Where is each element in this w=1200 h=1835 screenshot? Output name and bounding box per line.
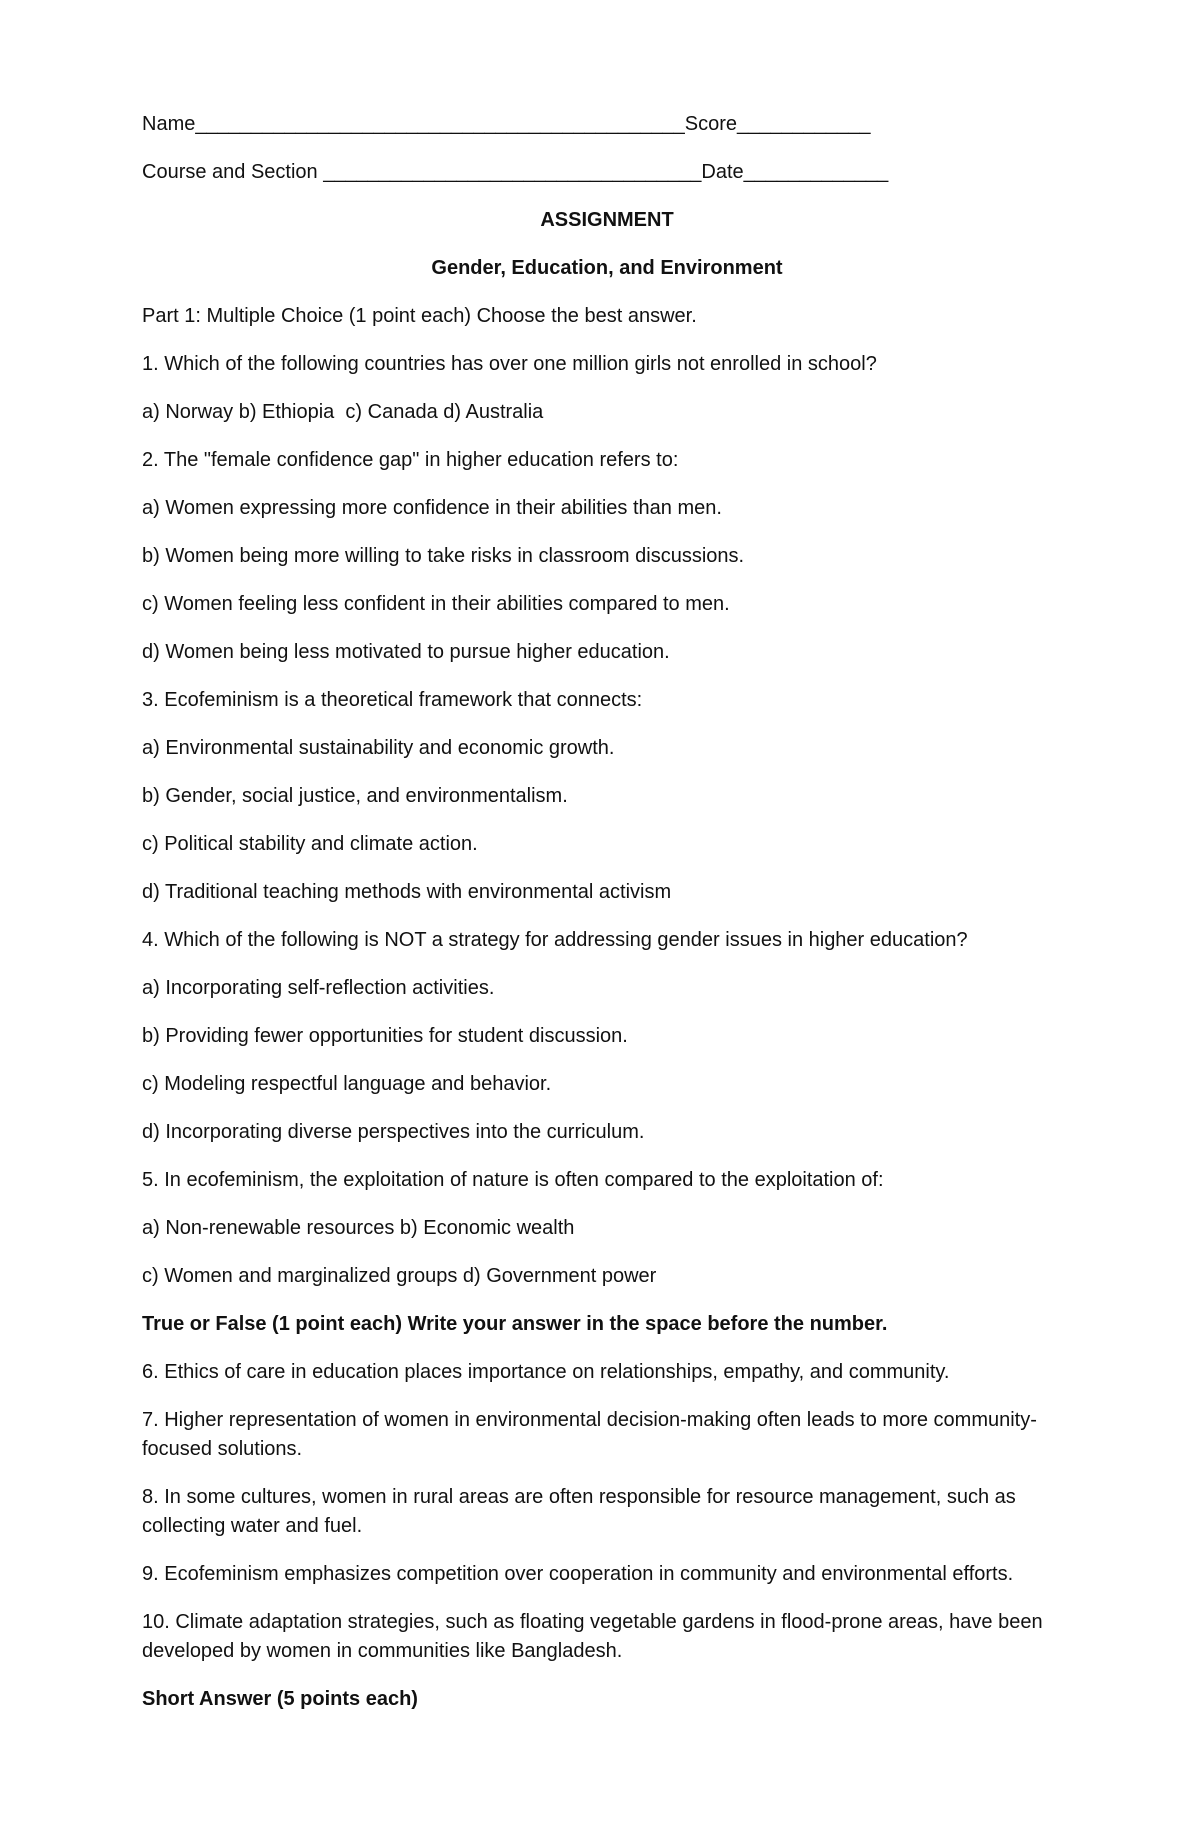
statement-7: 7. Higher representation of women in environmental decision-making often leads to more community-focused solutions. [142,1409,1037,1460]
multiple-choice-section [142,350,1072,1291]
statement-9: 9. Ecofeminism emphasizes competition over cooperation in community and environmental efforts. [142,1563,1014,1585]
question-4: 4. Which of the following is NOT a strategy for addressing gender issues in higher education? [142,929,968,951]
question-1-options: a) Norway b) Ethiopia c) Canada d) Australia [142,401,544,423]
question-3-option-a: a) Environmental sustainability and economic growth. [142,737,615,759]
question-5-options-cd: c) Women and marginalized groups d) Government power [142,1265,657,1287]
question-2-option-b: b) Women being more willing to take risks in classroom discussions. [142,545,745,567]
question-3-option-c: c) Political stability and climate action. [142,833,478,855]
statement-6: 6. Ethics of care in education places importance on relationships, empathy, and community. [142,1361,950,1383]
statement-10: 10. Climate adaptation strategies, such as floating vegetable gardens in flood-prone areas, have been developed by women in communities like Bangladesh. [142,1611,1049,1662]
question-1: 1. Which of the following countries has over one million girls not enrolled in school? [142,353,877,375]
course-date-line: Course and Section __________________________________Date_____________ [142,161,889,183]
question-3-option-b: b) Gender, social justice, and environmentalism. [142,785,568,807]
question-4-option-d: d) Incorporating diverse perspectives into the curriculum. [142,1121,645,1143]
question-5: 5. In ecofeminism, the exploitation of nature is often compared to the exploitation of: [142,1169,884,1191]
page-title: ASSIGNMENT [540,209,674,231]
question-2: 2. The "female confidence gap" in higher education refers to: [142,449,679,471]
page-subtitle: Gender, Education, and Environment [431,257,783,279]
question-4-option-b: b) Providing fewer opportunities for student discussion. [142,1025,628,1047]
question-2-option-c: c) Women feeling less confident in their abilities compared to men. [142,593,730,615]
assignment-sheet [142,110,1072,1733]
short-answer-heading: Short Answer (5 points each) [142,1688,418,1710]
name-score-line: Name____________________________________________Score____________ [142,113,871,135]
question-4-option-a: a) Incorporating self-reflection activities. [142,977,495,999]
true-false-section [142,1358,1072,1666]
question-3: 3. Ecofeminism is a theoretical framework that connects: [142,689,643,711]
question-5-options-ab: a) Non-renewable resources b) Economic wealth [142,1217,575,1239]
statement-8: 8. In some cultures, women in rural areas are often responsible for resource management, such as collecting water and fuel. [142,1486,1022,1537]
true-false-heading: True or False (1 point each) Write your answer in the space before the number. [142,1313,888,1335]
question-2-option-a: a) Women expressing more confidence in their abilities than men. [142,497,722,519]
part1-heading: Part 1: Multiple Choice (1 point each) Choose the best answer. [142,305,697,327]
question-2-option-d: d) Women being less motivated to pursue higher education. [142,641,670,663]
question-3-option-d: d) Traditional teaching methods with environmental activism [142,881,672,903]
question-4-option-c: c) Modeling respectful language and behavior. [142,1073,552,1095]
